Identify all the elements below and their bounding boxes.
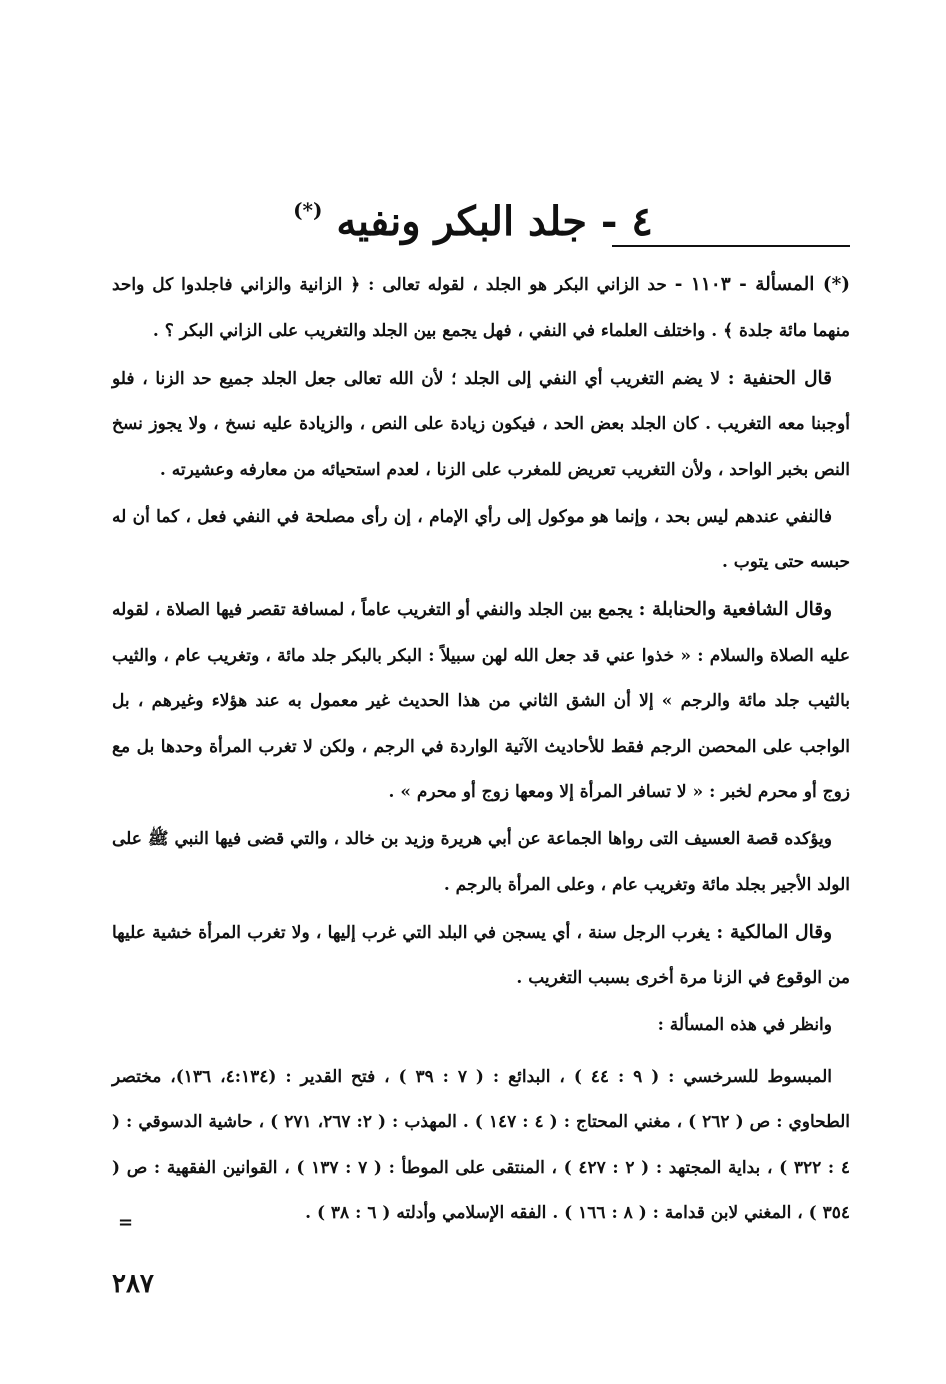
references-paragraph: المبسوط للسرخسي : ( ٩ : ٤٤ ) ، البدائع : ( ٧ : ٣٩ ) ، فتح القدير : (٤:١٣٤، ١٣٦)، مختصر الطحاوي : ص ( ٢٦٢ ) ، مغني المحتاج : ( ٤ : ١٤٧ ) . المهذب : ( ٢: ٢٦٧، ٢٧١ ) ، حاشية الدسوقي : ( ٤ : ٣٢٢ ) ، بداية المجتهد : ( ٢ : ٤٢٧ ) ، المنتقى على الموطأ : ( ٧ : ١٣٧ ) ، القوانين الفقهية : ص ( ٣٥٤ ) ، المغني لابن قدامة : ( ٨ : ١٦٦ ) . الفقه الإسلامي وأدلته ( ٦ : ٣٨ ) . — [112, 1066, 851, 1223]
footnote-divider — [612, 245, 850, 247]
footnote-body — [112, 262, 850, 1238]
hanafi-text: لا يضم التغريب أي النفي إلى الجلد ؛ لأن الله تعالى جعل الجلد جميع حد الزنا ، فلو أوجبنا معه التغريب . كان الجلد بعض الحد ، فيكون زيادة على النص ، والزيادة عليه نسخ ، ولا يجوز نسخ النص بخبر الواحد ، ولأن التغريب تعريض للمغرب على الزنا ، لعدم استحيائه من معارفه وعشيرته . — [112, 368, 850, 480]
exile-note-paragraph: فالنفي عندهم ليس بحد ، وإنما هو موكول إلى رأي الإمام ، إن رأى مصلحة في النفي فعل ، كما أن له حبسه حتى يتوب . — [112, 506, 850, 572]
shafii-text: يجمع بين الجلد والنفي أو التغريب عاماً ، لمسافة تقصر فيها الصلاة ، لقوله عليه الصلاة والسلام : « خذوا عني قد جعل الله لهن سبيلاً : البكر بالبكر جلد مائة ، وتغريب عام ، والثيب بالثيب جلد مائة والرجم » إلا أن الشق الثاني من هذا الحديث غير معمول به عند هؤلاء وغيرهم ، بل الواجب على المحصن الرجم فقط للأحاديث الآتية الواردة في الرجم ، ولكن لا تغرب المرأة وحدها بل مع زوج أو محرم لخبر : « لا تسافر المرأة إلا ومعها زوج أو محرم » . — [112, 600, 850, 802]
asif-paragraph: ويؤكده قصة العسيف التى رواها الجماعة عن أبي هريرة وزيد بن خالد ، والتي قضى فيها النبي ﷺ على الولد الأجير بجلد مائة وتغريب عام ، وعلى المرأة بالرجم . — [112, 829, 850, 895]
page-number: ٢٨٧ — [112, 1269, 154, 1299]
issue-lead: (*) المسألة - ١١٠٣ - — [674, 274, 851, 295]
chapter-title-text: ٤ - جلد البكر ونفيه — [336, 197, 653, 245]
maliki-paragraph — [112, 910, 850, 1002]
shafii-lead: وقال الشافعية والحنابلة : — [638, 599, 833, 620]
maliki-lead: وقال المالكية : — [716, 921, 833, 943]
issue-paragraph — [112, 262, 850, 354]
see-also-line: وانظر في هذه المسألة : — [657, 1015, 832, 1035]
shafii-paragraph — [112, 587, 850, 816]
issue-text: حد الزاني البكر هو الجلد ، لقوله تعالى : ﴿ الزانية والزاني فاجلدوا كل واحد منهما مائة جلدة ﴾ . واختلف العلماء في النفي ، فهل يجمع بين الجلد والتغريب على الزاني البكر ؟ . — [112, 275, 850, 341]
hanafi-lead: قال الحنفية : — [727, 367, 832, 389]
maliki-text: يغرب الرجل سنة ، أي يسجن في البلد التي غرب إليها ، ولا تغرب المرأة خشية عليها من الوقوع في الزنا مرة أخرى بسبب التغريب . — [112, 922, 850, 988]
footnote-marker: (*) — [293, 197, 323, 222]
continuation-mark: = — [118, 1212, 134, 1233]
hanafi-paragraph — [112, 356, 850, 494]
